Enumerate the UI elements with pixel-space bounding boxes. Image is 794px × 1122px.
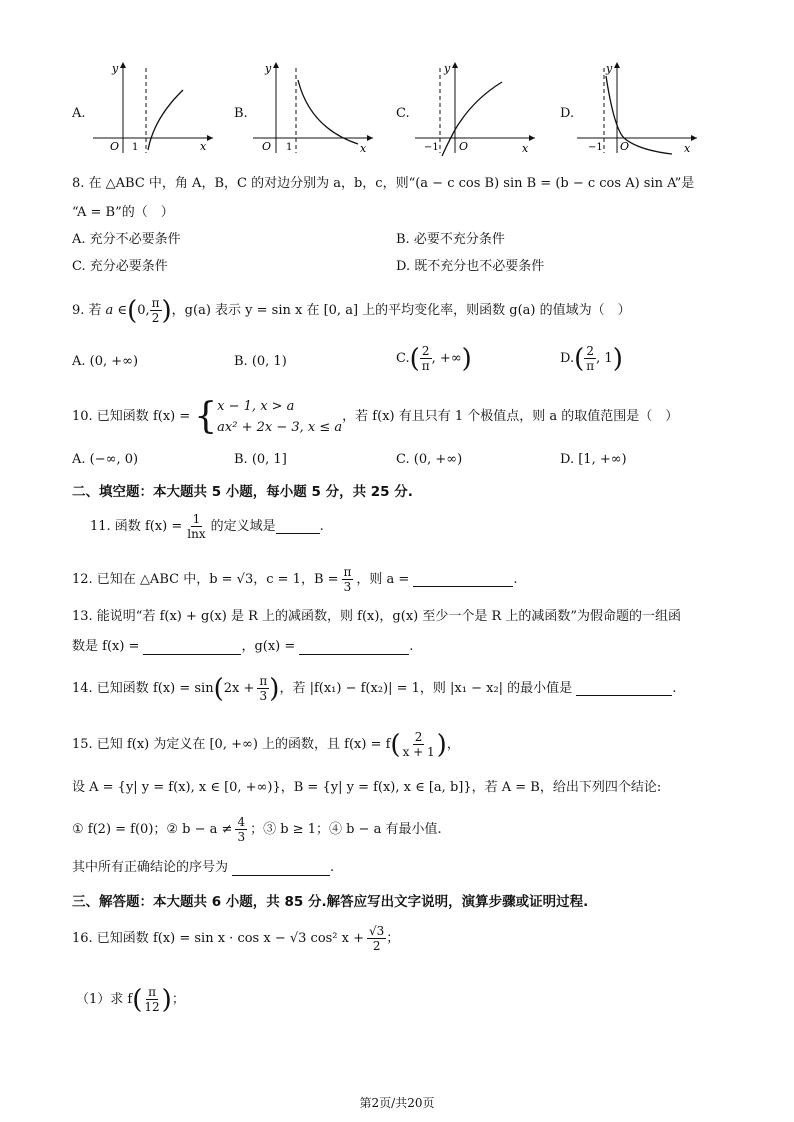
q15-line3 <box>72 815 442 844</box>
q15-line2: 设 A = {y| y = f(x), x ∈ [0, +∞)}，B = {y| y = f(x), x ∈ [a, b]}，若 A = B，给出下列四个结论: <box>72 780 662 795</box>
q9-frac-den: 2 <box>151 311 160 325</box>
q9-option-c-rest: , +∞ <box>431 350 462 366</box>
graph-b-tick: 1 <box>286 142 293 153</box>
q13-line2a: 数是 f(x) = <box>72 639 140 654</box>
q16-sub1-post: ； <box>171 991 185 1007</box>
graph-b-o: O <box>262 140 272 153</box>
q15-line4 <box>72 858 334 878</box>
graph-c-o: O <box>459 140 469 153</box>
q9-option-d-lparen: ( <box>574 343 585 374</box>
q10-pre: 10. 已知函数 f(x) = <box>72 409 191 424</box>
graph-c-tick: −1 <box>424 142 439 153</box>
graph-option-a-label: A. <box>72 106 86 121</box>
graph-a-tick: 1 <box>132 142 139 153</box>
q14-blank[interactable] <box>576 681 672 696</box>
page-footer: 第2页/共20页 <box>359 1096 435 1110</box>
graph-c-y: y <box>444 62 451 75</box>
q16-sub1-den: 12 <box>144 1000 160 1014</box>
q9-option-d-den: π <box>586 359 595 373</box>
graph-d-tick: −1 <box>588 142 603 153</box>
q15-lparen: ( <box>390 729 401 760</box>
q14-pre: 14. 已知函数 f(x) = sin <box>72 680 214 696</box>
q9-option-d-letter: D. <box>560 350 575 366</box>
graph-b-y: y <box>265 62 272 75</box>
q8-option-a: A. 充分不必要条件 <box>72 232 181 247</box>
q14-frac-den: 3 <box>259 689 268 703</box>
q15-end: . <box>330 860 335 875</box>
q14-inner: 2x + <box>223 680 255 696</box>
graph-d <box>572 58 702 158</box>
q16-frac <box>367 924 386 953</box>
graph-option-c-label: C. <box>396 106 410 121</box>
graph-d-o: O <box>620 140 630 153</box>
q16-sub1-lparen: ( <box>132 984 143 1015</box>
q15-blank[interactable] <box>232 861 330 876</box>
q10-case2: ax² + 2x − 3, x ≤ a <box>217 420 343 435</box>
q16-post: ； <box>386 930 400 946</box>
q11-stem <box>90 512 324 541</box>
q16-sub1-pre: （1）求 f <box>76 991 133 1007</box>
q9-option-d-rparen: ) <box>612 343 623 374</box>
q16-sub1-rparen: ) <box>161 984 172 1015</box>
q9-option-c-den: π <box>421 359 430 373</box>
q15-stem <box>72 730 460 759</box>
q13-line1: 13. 能说明“若 f(x) + g(x) 是 R 上的减函数，则 f(x)，g(x) 至少一个是 R 上的减函数”为假命题的一组函 <box>72 609 682 624</box>
q12-post: ，则 a = <box>356 571 410 587</box>
q10-option-a: A. (−∞, 0) <box>72 452 139 467</box>
q9-frac <box>150 296 162 325</box>
q13-end: . <box>409 639 414 654</box>
q11-blank[interactable] <box>276 519 320 534</box>
q14-stem <box>72 674 676 703</box>
q9-option-d-num: 2 <box>586 344 595 358</box>
q11-frac <box>185 512 207 541</box>
q9-option-c <box>396 344 472 373</box>
q13-blank-g[interactable] <box>299 640 409 655</box>
q12-end: . <box>513 571 518 587</box>
q15-frac-num: 2 <box>414 730 423 744</box>
q12-stem <box>72 565 517 594</box>
q11-frac-num: 1 <box>192 512 201 526</box>
q14-frac-num: π <box>259 674 268 688</box>
q10-case1: x − 1, x > a <box>217 399 295 414</box>
q9-pre: 9. 若 <box>72 302 102 318</box>
q15-frac-den: x + 1 <box>402 745 435 759</box>
q9-frac-num: π <box>151 296 160 310</box>
graph-d-y: y <box>606 62 613 75</box>
q16-pre: 16. 已知函数 f(x) = sin x · cos x − √3 cos² x + <box>72 930 365 946</box>
q12-frac-num: π <box>343 565 352 579</box>
q9-option-c-lparen: ( <box>409 343 420 374</box>
q15-line4-text: 其中所有正确结论的序号为 <box>72 860 229 875</box>
q13-line2b: ，g(x) = <box>241 639 296 654</box>
graph-a-y: y <box>112 62 119 75</box>
q14-rparen: ) <box>269 673 280 704</box>
q9-option-b: B. (0, 1) <box>234 354 287 369</box>
q8-option-d: D. 既不充分也不必要条件 <box>396 259 545 274</box>
q10-option-c: C. (0, +∞) <box>396 452 463 467</box>
q9-zero: 0, <box>137 302 150 318</box>
q9-rparen: ) <box>161 295 172 326</box>
q9-option-d-rest: , 1 <box>596 350 613 366</box>
section-3-heading: 三、解答题：本大题共 6 小题，共 85 分.解答应写出文字说明，演算步骤或证明过程. <box>72 894 589 910</box>
q13-line2 <box>72 637 413 657</box>
graph-c-x: x <box>522 142 529 155</box>
q16-sub1-frac <box>142 985 161 1014</box>
q15-line3-num: 4 <box>237 815 246 829</box>
q8-stem: 8. 在 △ABC 中，角 A，B，C 的对边分别为 a，b，c，则“(a − c cos B) sin B = (b − c cos A) sin A”是 <box>72 176 695 191</box>
section-2-heading: 二、填空题：本大题共 5 小题，每小题 5 分，共 25 分. <box>72 484 413 500</box>
q15-post: ， <box>446 736 460 752</box>
q16-frac-num: √3 <box>369 924 385 938</box>
q10-stem <box>72 396 678 438</box>
q14-post: ，若 |f(x₁) − f(x₂)| = 1，则 |x₁ − x₂| 的最小值是 <box>279 680 573 696</box>
q9-option-a: A. (0, +∞) <box>72 354 139 369</box>
q11-frac-den: lnx <box>187 527 206 541</box>
q8-option-b: B. 必要不充分条件 <box>396 232 505 247</box>
q9-mid: ，g(a) 表示 y = sin x 在 [0, a] 上的平均变化率，则函数 g(a) 的值域为（ ） <box>171 302 631 318</box>
q15-line3b: ；③ b ≥ 1；④ b − a 有最小值. <box>250 821 442 837</box>
q9-option-c-num: 2 <box>421 344 430 358</box>
q9-stem <box>72 296 631 325</box>
graph-b <box>248 58 378 158</box>
graph-option-b-label: B. <box>234 106 248 121</box>
q10-cases <box>217 396 342 438</box>
q14-frac <box>257 674 269 703</box>
q15-pre: 15. 已知 f(x) 为定义在 [0, +∞) 上的函数，且 f(x) = f <box>72 736 391 752</box>
graph-a-x: x <box>200 140 207 153</box>
graph-a <box>88 58 218 158</box>
q15-line3-frac <box>235 815 247 844</box>
q16-frac-den: 2 <box>372 939 381 953</box>
q16-stem <box>72 924 399 953</box>
q14-end: . <box>672 680 677 696</box>
q11-post: 的定义域是 <box>210 518 276 534</box>
q9-option-c-rparen: ) <box>461 343 472 374</box>
q10-brace: { <box>194 396 218 437</box>
q15-frac <box>401 730 437 759</box>
q9-option-d <box>560 344 623 373</box>
graph-c <box>410 58 540 158</box>
q13-blank-f[interactable] <box>143 640 241 655</box>
q12-pre: 12. 已知在 △ABC 中，b = √3，c = 1，B = <box>72 571 339 587</box>
graph-b-x: x <box>360 142 367 155</box>
q16-sub1 <box>76 985 185 1014</box>
q9-a-in: a ∈ <box>105 302 128 318</box>
q8-option-c: C. 充分必要条件 <box>72 259 168 274</box>
q9-lparen: ( <box>127 295 138 326</box>
graph-option-d-label: D. <box>560 106 575 121</box>
q16-sub1-num: π <box>148 985 156 999</box>
q10-post: ，若 f(x) 有且只有 1 个极值点，则 a 的取值范围是（ ） <box>342 409 679 424</box>
q12-frac-den: 3 <box>343 580 352 594</box>
q12-frac <box>342 565 354 594</box>
q15-line3a: ① f(2) = f(0)；② b − a ≠ <box>72 821 233 837</box>
q12-blank[interactable] <box>413 572 513 587</box>
q15-line3-den: 3 <box>237 830 246 844</box>
q10-option-d: D. [1, +∞) <box>560 452 627 467</box>
q15-rparen: ) <box>436 729 447 760</box>
q10-option-b: B. (0, 1] <box>234 452 287 467</box>
q11-end: . <box>319 518 324 534</box>
q9-option-d-frac <box>584 344 596 373</box>
graph-a-o: O <box>110 140 120 153</box>
q9-option-c-frac <box>420 344 432 373</box>
q9-option-c-letter: C. <box>396 350 410 366</box>
graph-d-x: x <box>684 142 691 155</box>
q14-lparen: ( <box>213 673 224 704</box>
q11-pre: 11. 函数 f(x) = <box>90 518 183 534</box>
q8-stem2: “A = B”的（ ） <box>72 205 174 220</box>
